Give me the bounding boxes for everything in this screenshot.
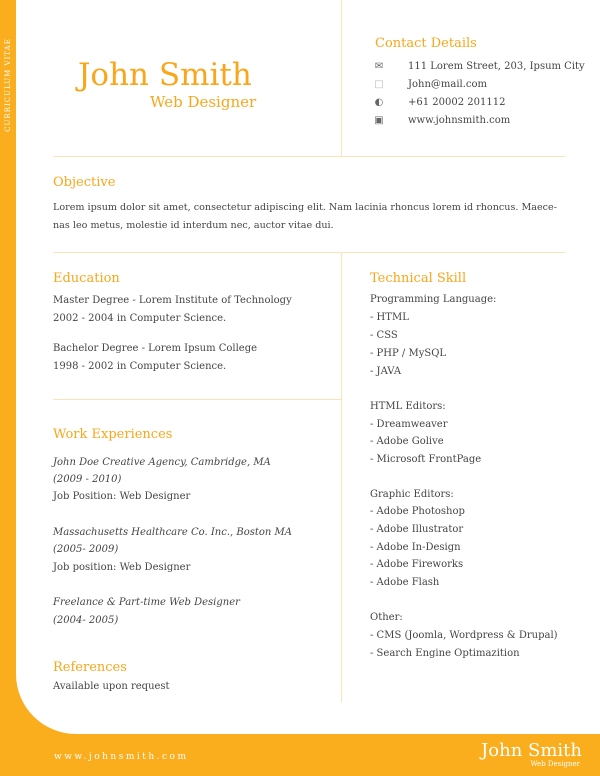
work-position-2: Job position: Web Designer [53,562,191,573]
education-degree-1: Master Degree - Lorem Institute of Technology [53,295,292,306]
skill-item: - Adobe In-Design [370,542,461,553]
skills-group-1-title: Programming Language: [370,294,497,305]
references-heading: References [53,660,127,675]
footer-url[interactable]: www.johnsmith.com [54,752,189,762]
contact-email[interactable] [372,78,487,90]
skill-item: - Adobe Fireworks [370,559,464,570]
work-company-1: John Doe Creative Agency, Cambridge, MA [53,457,271,468]
sidebar-strip [0,0,16,160]
skill-item: - Adobe Flash [370,577,440,588]
website-icon: ▣ [374,114,384,126]
references-text: Available upon request [53,681,170,692]
objective-heading: Objective [53,175,116,190]
education-detail-2: 1998 - 2002 in Computer Science. [53,361,227,372]
divider-vertical-top [341,0,342,156]
contact-phone-text: +61 20002 201112 [408,96,506,108]
header-name: John Smith [78,57,252,93]
contact-heading: Contact Details [375,36,477,51]
address-icon: ✉ [374,60,384,72]
divider-horizontal-education [53,399,341,400]
contact-website-text[interactable]: www.johnsmith.com [408,114,511,126]
work-company-2: Massachusetts Healthcare Co. Inc., Boston MA [53,527,293,538]
divider-horizontal-top [53,156,565,157]
work-position-1: Job Position: Web Designer [53,491,191,502]
skill-item: - JAVA [370,366,402,377]
phone-icon: ◐ [374,96,384,108]
skills-heading: Technical Skill [370,271,467,286]
contact-address [372,60,585,72]
sidebar-label: CURRICULUM VITAE [4,38,12,132]
divider-vertical-middle [341,252,342,702]
contact-phone [372,96,505,108]
skill-item: - Adobe Golive [370,436,444,447]
divider-horizontal-objective [53,252,565,253]
skills-group-2-title: HTML Editors: [370,401,446,412]
work-period-1: (2009 - 2010) [53,474,122,485]
skill-item: - PHP / MySQL [370,348,447,359]
skills-group-4-title: Other: [370,612,403,623]
objective-line-1: Lorem ipsum dolor sit amet, consectetur adipiscing elit. Nam lacinia rhoncus lorem id rhoncus. Maece- [53,202,557,213]
education-heading: Education [53,271,120,286]
footer-title: Web Designer [530,760,580,768]
work-period-2: (2005- 2009) [53,544,119,555]
skills-group-3-title: Graphic Editors: [370,489,454,500]
email-icon: □ [374,78,384,90]
objective-line-2: nas leo metus, molestie id interdum nec, auctor vitae dui. [53,220,334,231]
skill-item: - Adobe Illustrator [370,524,464,535]
header-title: Web Designer [150,93,257,111]
skill-item: - CMS (Joomla, Wordpress & Drupal) [370,630,558,641]
skill-item: - Adobe Photoshop [370,506,465,517]
footer-name: John Smith [481,740,582,761]
education-detail-1: 2002 - 2004 in Computer Science. [53,313,227,324]
skill-item: - Microsoft FrontPage [370,454,482,465]
education-degree-2: Bachelor Degree - Lorem Ipsum College [53,343,258,354]
work-period-3: (2004- 2005) [53,615,119,626]
skill-item: - CSS [370,330,398,341]
skill-item: - Search Engine Optimazition [370,648,520,659]
contact-address-text: 111 Lorem Street, 203, Ipsum City [408,60,585,72]
work-company-3: Freelance & Part-time Web Designer [53,597,240,608]
contact-email-text[interactable]: John@mail.com [408,78,488,90]
contact-website[interactable] [372,114,510,126]
skill-item: - HTML [370,312,409,323]
skill-item: - Dreamweaver [370,419,448,430]
work-heading: Work Experiences [53,427,173,442]
